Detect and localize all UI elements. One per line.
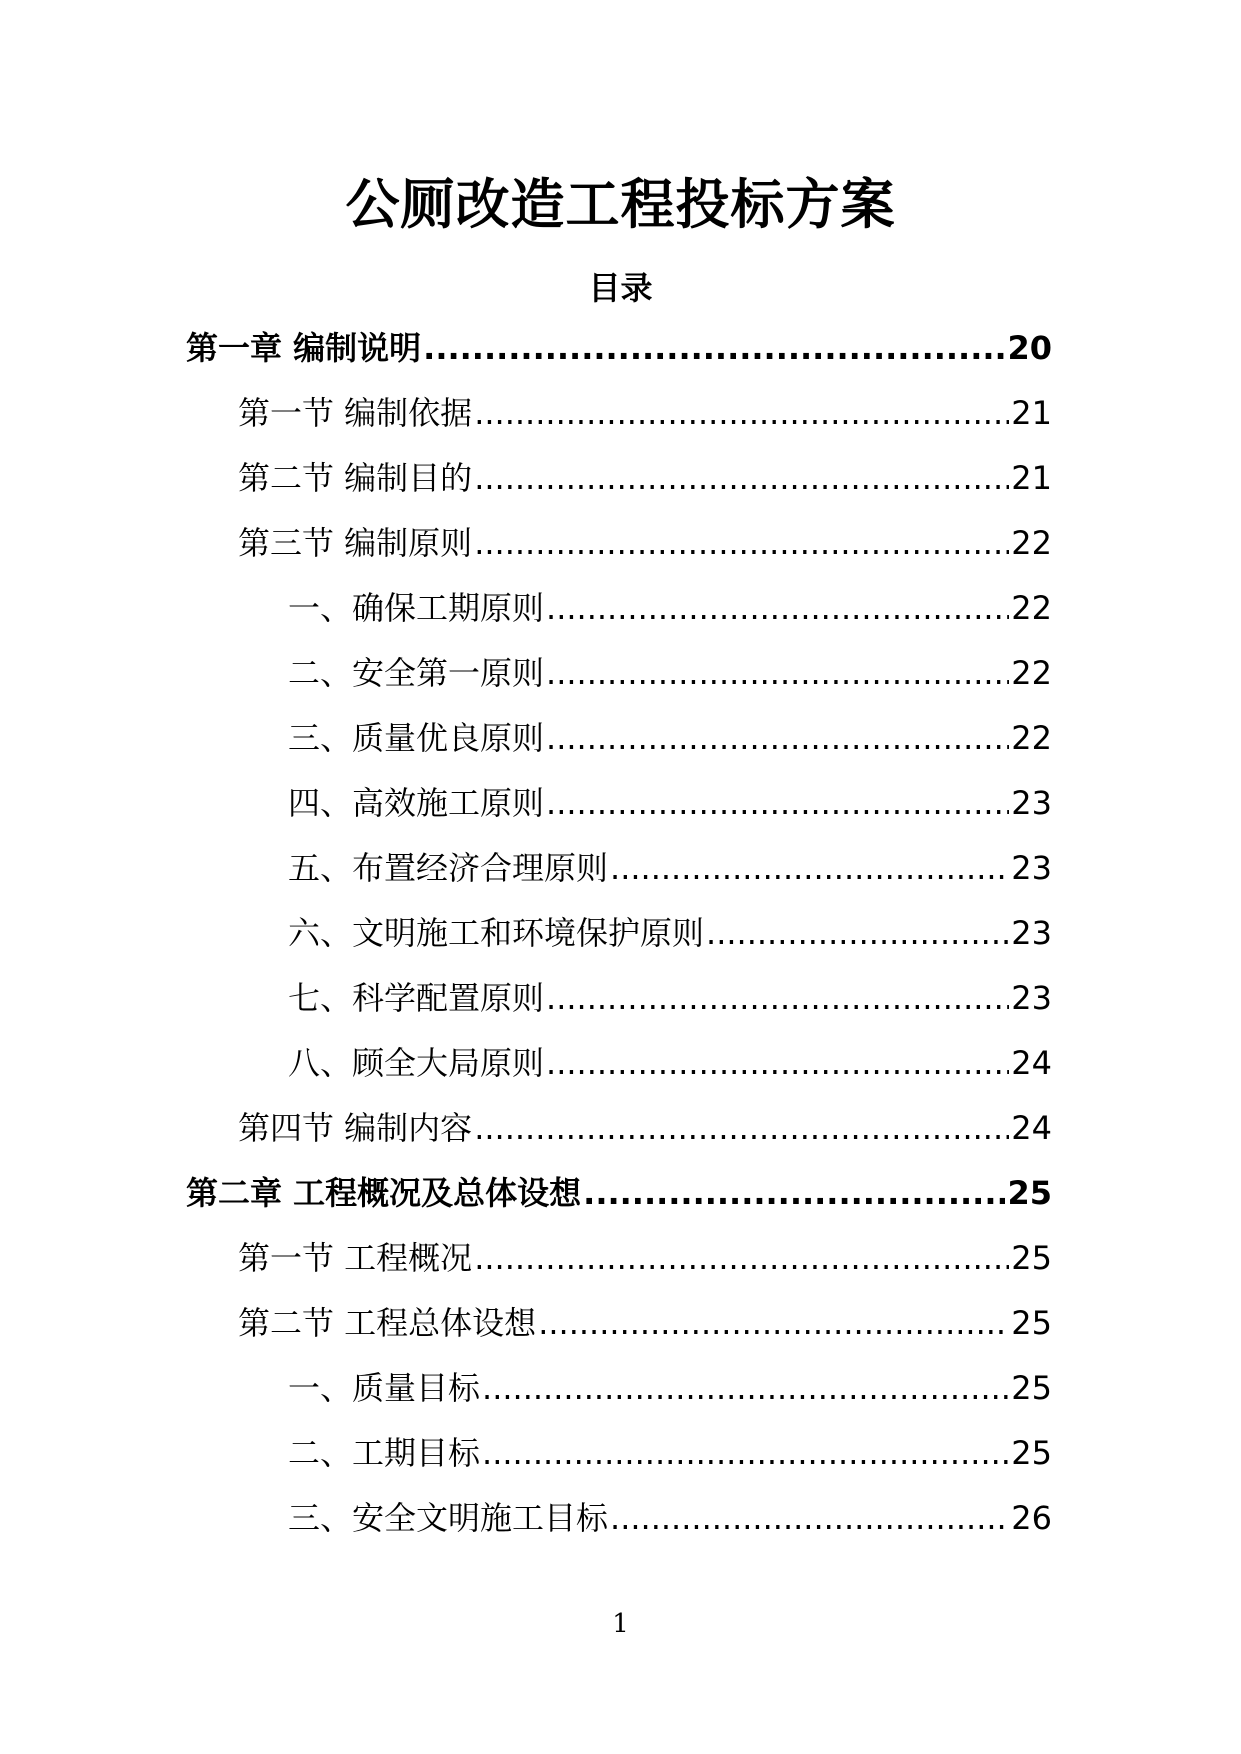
- toc-entry[interactable]: [186, 586, 1052, 651]
- toc-entry-label: 七、科学配置原则: [288, 979, 545, 1017]
- toc-entry[interactable]: [186, 716, 1052, 781]
- toc-entry-page: 24: [1011, 1044, 1052, 1082]
- table-of-contents: [186, 326, 1052, 1561]
- toc-entry-page: 23: [1011, 784, 1052, 822]
- toc-leader-dots: [474, 391, 1009, 435]
- toc-entry[interactable]: [186, 1431, 1052, 1496]
- toc-entry-page: 22: [1011, 719, 1052, 757]
- toc-entry-page: 24: [1011, 1109, 1052, 1147]
- toc-entry-page: 25: [1011, 1369, 1052, 1407]
- toc-entry-page: 23: [1011, 849, 1052, 887]
- toc-entry[interactable]: [186, 1106, 1052, 1171]
- toc-entry[interactable]: [186, 1366, 1052, 1431]
- toc-entry[interactable]: [186, 1496, 1052, 1561]
- toc-entry-page: 22: [1011, 654, 1052, 692]
- toc-entry-label: 第一节 工程概况: [238, 1239, 473, 1277]
- toc-entry-label: 一、质量目标: [288, 1369, 481, 1407]
- toc-entry-page: 21: [1011, 394, 1052, 432]
- toc-entry[interactable]: [186, 391, 1052, 456]
- toc-entry-label: 一、确保工期原则: [288, 589, 545, 627]
- toc-entry[interactable]: [186, 326, 1052, 391]
- toc-entry-label: 三、质量优良原则: [288, 719, 545, 757]
- toc-entry-label: 第二章 工程概况及总体设想: [186, 1174, 582, 1212]
- toc-entry[interactable]: [186, 846, 1052, 911]
- toc-entry-label: 三、安全文明施工目标: [288, 1499, 609, 1537]
- toc-leader-dots: [474, 521, 1009, 565]
- toc-entry-label: 第一节 编制依据: [238, 394, 473, 432]
- toc-entry[interactable]: [186, 456, 1052, 521]
- toc-leader-dots: [546, 716, 1009, 760]
- toc-leader-dots: [610, 846, 1009, 890]
- toc-leader-dots: [538, 1301, 1009, 1345]
- toc-entry-page: 21: [1011, 459, 1052, 497]
- toc-entry[interactable]: [186, 651, 1052, 716]
- toc-entry[interactable]: [186, 911, 1052, 976]
- toc-entry-page: 20: [1007, 329, 1052, 367]
- toc-entry-page: 25: [1011, 1304, 1052, 1342]
- toc-entry-page: 23: [1011, 914, 1052, 952]
- document-title: 公厕改造工程投标方案: [345, 173, 896, 236]
- toc-leader-dots: [482, 1431, 1009, 1475]
- toc-entry-label: 二、安全第一原则: [288, 654, 545, 692]
- toc-entry-page: 25: [1011, 1239, 1052, 1277]
- toc-entry-label: 第一章 编制说明: [186, 329, 422, 367]
- toc-leader-dots: [423, 326, 1005, 370]
- toc-entry-label: 六、文明施工和环境保护原则: [288, 914, 705, 952]
- toc-entry-label: 第二节 编制目的: [238, 459, 473, 497]
- toc-entry[interactable]: [186, 1171, 1052, 1236]
- toc-leader-dots: [474, 1106, 1009, 1150]
- toc-leader-dots: [482, 1366, 1009, 1410]
- toc-entry-label: 八、顾全大局原则: [288, 1044, 545, 1082]
- toc-leader-dots: [546, 1041, 1009, 1085]
- toc-leader-dots: [474, 456, 1009, 500]
- toc-leader-dots: [546, 586, 1009, 630]
- toc-entry-label: 第二节 工程总体设想: [238, 1304, 537, 1342]
- toc-entry-page: 26: [1011, 1499, 1052, 1537]
- toc-entry[interactable]: [186, 781, 1052, 846]
- toc-leader-dots: [583, 1171, 1005, 1215]
- toc-entry[interactable]: [186, 976, 1052, 1041]
- toc-entry[interactable]: [186, 1301, 1052, 1366]
- toc-leader-dots: [546, 976, 1009, 1020]
- toc-entry-page: 22: [1011, 524, 1052, 562]
- toc-entry-label: 第四节 编制内容: [238, 1109, 473, 1147]
- toc-heading: 目录: [588, 269, 653, 307]
- toc-entry-label: 四、高效施工原则: [288, 784, 545, 822]
- toc-entry-page: 22: [1011, 589, 1052, 627]
- toc-leader-dots: [706, 911, 1009, 955]
- toc-entry[interactable]: [186, 521, 1052, 586]
- toc-entry-label: 第三节 编制原则: [238, 524, 473, 562]
- toc-entry-page: 25: [1011, 1434, 1052, 1472]
- toc-entry[interactable]: [186, 1041, 1052, 1106]
- toc-entry-label: 五、布置经济合理原则: [288, 849, 609, 887]
- toc-leader-dots: [474, 1236, 1009, 1280]
- toc-entry-label: 二、工期目标: [288, 1434, 481, 1472]
- toc-entry-page: 23: [1011, 979, 1052, 1017]
- page-number: 1: [612, 1609, 629, 1639]
- toc-leader-dots: [610, 1496, 1009, 1540]
- toc-leader-dots: [546, 651, 1009, 695]
- toc-leader-dots: [546, 781, 1009, 825]
- toc-entry[interactable]: [186, 1236, 1052, 1301]
- toc-entry-page: 25: [1007, 1174, 1052, 1212]
